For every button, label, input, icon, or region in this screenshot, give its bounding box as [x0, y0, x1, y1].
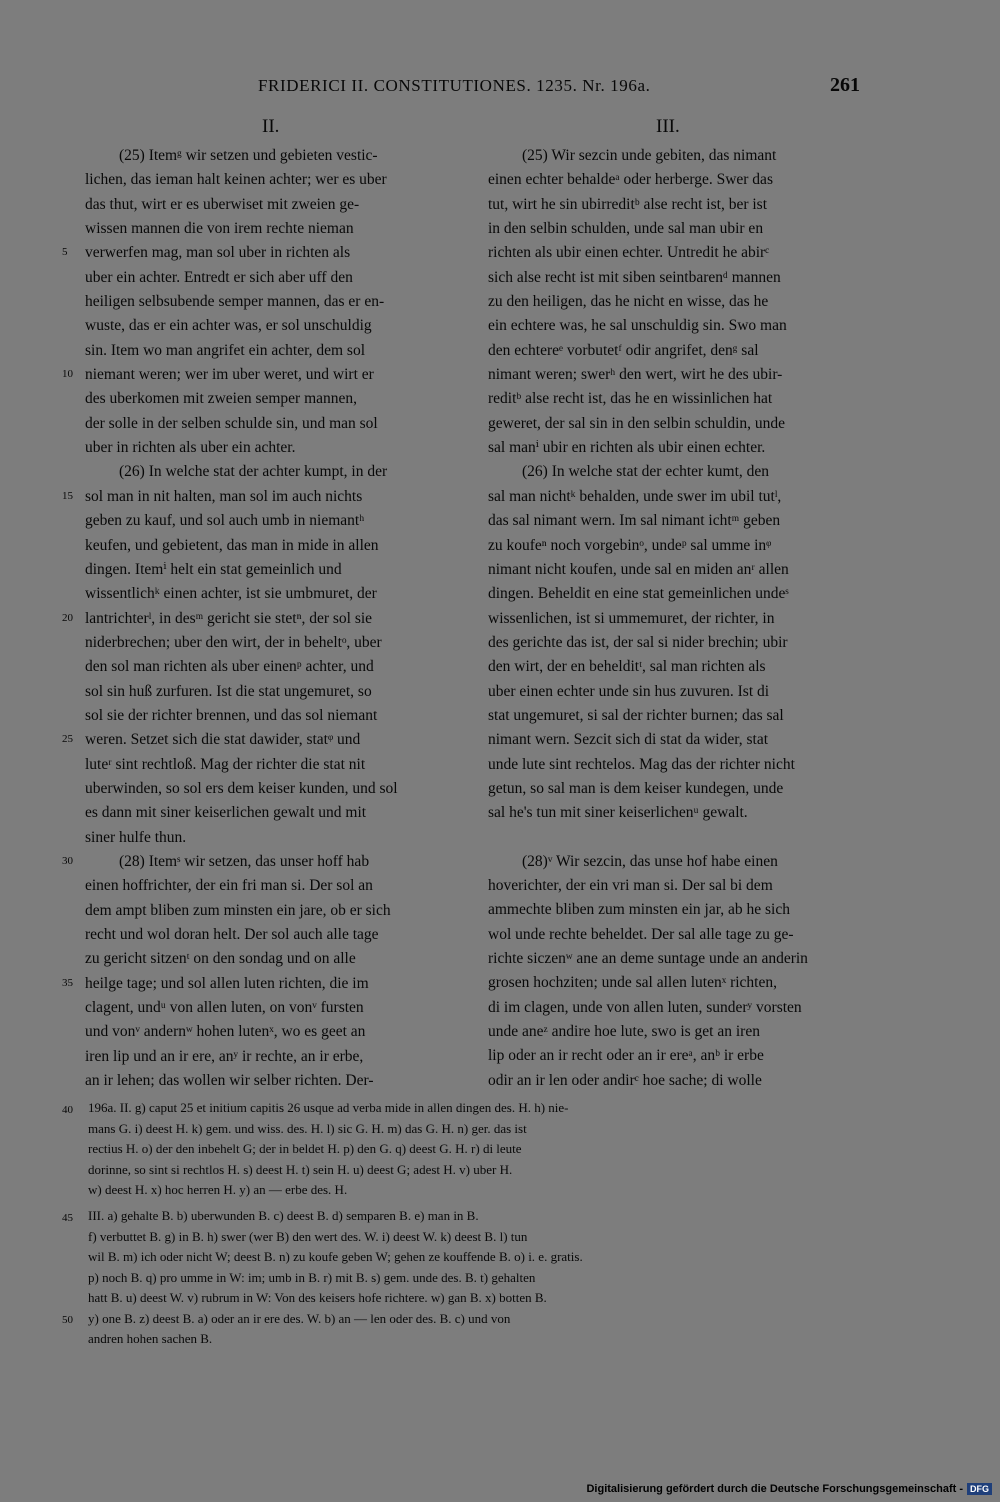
line-number: 10 [62, 368, 73, 381]
text-line: keufen, und gebietent, das man in mide in allen [85, 536, 379, 554]
text-line: lip oder an ir recht oder an ir ereᵃ, anᵇ ir erbe [488, 1047, 764, 1065]
text-line: zu gericht sitzenᵗ on den sondag und on alle [85, 950, 356, 968]
text-line: unde aneᶻ andire hoe lute, swo is get an iren [488, 1023, 760, 1041]
text-line: wissenlichen, ist si ummemuret, der richter, in [488, 609, 775, 627]
text-line: den sol man richten als uber einenᵖ achter, und [85, 658, 374, 676]
text-line: getun, so sal man is dem keiser kundegen, unde [488, 779, 784, 797]
footnote-line: dorinne, so sint si rechtlos H. s) deest H. t) sein H. u) deest G; adest H. v) uber H. [88, 1161, 513, 1177]
text-line: sol man in nit halten, man sol im auch nichts [85, 487, 363, 505]
text-line: tut, wirt he sin ubirreditᵇ alse recht ist, ber ist [488, 195, 767, 213]
digitization-credit [586, 1481, 992, 1497]
page-header [0, 74, 1000, 104]
text-line: ein echtere was, he sal unschuldig sin. Swo man [488, 317, 787, 335]
text-line: sal he's tun mit siner keiserlichenᵘ gewalt. [488, 804, 748, 822]
footnote-line: wil B. m) ich oder nicht W; deest B. n) zu koufe geben W; gehen ze kouffende B. o) i. e. gratis. [88, 1249, 583, 1264]
text-line: (26) In welche stat der achter kumpt, in der [119, 463, 388, 481]
text-line: lichen, das ieman halt keinen achter; wer es uber [85, 171, 387, 189]
running-title: FRIDERICI II. CONSTITUTIONES. 1235. Nr. 196a. [258, 76, 651, 95]
text-line: (25) Wir sezcin unde gebiten, das nimant [522, 147, 777, 164]
footnote-line: 196a. II. g) caput 25 et initium capitis 26 usque ad verba mide in allen dingen des. H. h) nie- [88, 1100, 569, 1115]
footnote-line: p) noch B. q) pro umme in W: im; umb in B. r) mit B. s) gem. unde des. B. t) gehalten [88, 1269, 536, 1285]
text-line: weren. Setzet sich die stat dawider, statᵠ und [85, 731, 361, 749]
text-line: nimant weren; swerʰ den wert, wirt he des ubir- [488, 366, 783, 384]
text-line: das thut, wirt er es uberwiset mit zweien ge- [85, 195, 360, 213]
text-line: ammechte bliben zum minsten ein jar, ab he sich [488, 901, 790, 919]
text-line: uber in richten als uber ein achter. [85, 439, 296, 457]
credit-text: Digitalisierung gefördert durch die Deutsche Forschungsgemeinschaft - [586, 1483, 963, 1495]
footnotes-version-ii [88, 1098, 868, 1201]
footnote-line: mans G. i) deest H. k) gem. und wiss. des. H. l) sic G. H. m) das G. H. n) ger. das ist [88, 1120, 527, 1136]
text-line: wissentlichᵏ einen achter, ist sie umbmuret, der [85, 585, 377, 603]
footnote-line: y) one B. z) deest B. a) oder an ir ere des. W. b) an — len oder des. B. c) und von [88, 1310, 511, 1326]
text-line: clagent, undᵘ von allen luten, on vonᵛ fursten [85, 999, 364, 1017]
text-line: lantrichterˡ, in desᵐ gericht sie stetⁿ, der sol sie [85, 609, 373, 627]
text-line: recht und wol doran helt. Der sol auch alle tage [85, 926, 379, 943]
line-number: 15 [62, 489, 73, 502]
text-line: geben zu kauf, und sol auch umb in niemantʰ [85, 512, 365, 530]
text-line: (25) Itemᵍ wir setzen und gebieten vestic- [119, 147, 378, 164]
text-line: siner hulfe thun. [85, 828, 187, 846]
text-line: (28) Itemˢ wir setzen, das unser hoff hab [119, 852, 370, 870]
text-line: iren lip und an ir ere, anʸ ir rechte, an ir erbe, [85, 1047, 364, 1065]
text-line: an ir lehen; das wollen wir selber richten. Der- [85, 1072, 374, 1090]
text-line: und vonᵛ andernʷ hohen lutenˣ, wo es geet an [85, 1023, 366, 1041]
text-line: wuste, das er ein achter was, er sol unschuldig [85, 317, 372, 335]
text-line: (26) In welche stat der echter kumt, den [522, 463, 770, 481]
line-number: 50 [62, 1314, 73, 1326]
dfg-logo: DFG [967, 1483, 992, 1495]
text-line: es dann mit siner keiserlichen gewalt und mit [85, 804, 367, 822]
text-line: den echtereᵉ vorbutetᶠ odir angrifet, denᵍ sal [488, 341, 759, 359]
column-heading-left: II. [262, 116, 280, 137]
text-line: dem ampt bliben zum minsten ein jare, ob er sich [85, 901, 391, 919]
line-number: 35 [62, 976, 73, 989]
text-line: unde lute sint rechtelos. Mag das der richter nicht [488, 755, 795, 773]
footnote-line: rectius H. o) der den inbehelt G; der in beldet H. p) den G. q) deest G. H. r) di leute [88, 1141, 522, 1156]
text-line: niderbrechen; uber den wirt, der in beheltᵒ, uber [85, 633, 382, 651]
text-line: einen hoffrichter, der ein fri man si. Der sol an [85, 877, 373, 895]
text-line: geweret, der sal sin in den selbin schuldin, unde [488, 414, 786, 432]
footnote-line: w) deest H. x) hoc herren H. y) an — erbe des. H. [88, 1182, 348, 1197]
footnote-line: andren hohen sachen B. [88, 1331, 213, 1346]
column-heading-right: III. [656, 116, 680, 137]
text-line: (28)ᵛ Wir sezcin, das unse hof habe einen [522, 852, 778, 870]
text-line: sol sin huß zurfuren. Ist die stat ungemuret, so [85, 682, 372, 700]
text-line: den wirt, der en behelditᵗ, sal man richten als [488, 658, 766, 676]
text-line: odir an ir len oder andirᶜ hoe sache; di wolle [488, 1071, 762, 1089]
line-number: 25 [62, 733, 73, 746]
text-line: nimant wern. Sezcit sich di stat da wider, stat [488, 731, 769, 749]
text-line: zu den heiligen, das he nicht en wisse, das he [488, 293, 769, 311]
text-line: der solle in der selben schulde sin, und man sol [85, 414, 378, 432]
text-line: zu koufeⁿ noch vorgebinᵒ, undeᵖ sal umme inᵠ [488, 536, 772, 554]
footnotes-version-iii [88, 1206, 868, 1350]
text-line: einen echter behaldeᵃ oder herberge. Swer das [488, 171, 773, 189]
line-number: 5 [62, 246, 68, 259]
line-number: 45 [62, 1212, 73, 1224]
footnote-line: f) verbuttet B. g) in B. h) swer (wer B) den wert des. W. i) deest W. k) deest B. l) tun [88, 1228, 528, 1244]
footnote-line: III. a) gehalte B. b) uberwunden B. c) deest B. d) semparen B. e) man in B. [88, 1208, 479, 1223]
text-line: sin. Item wo man angrifet ein achter, dem sol [85, 341, 366, 359]
text-line: uber einen echter unde sin hus zuvuren. Ist di [488, 682, 770, 700]
text-line: uberwinden, so sol ers dem keiser kunden, und sol [85, 779, 398, 797]
text-line: richten als ubir einen echter. Untredit he abirᶜ [488, 244, 770, 262]
text-line: dingen. Itemⁱ helt ein stat gemeinlich und [85, 560, 342, 578]
line-number: 20 [62, 611, 73, 624]
text-line: sal man nichtᵏ behalden, unde swer im ubil tutˡ, [488, 487, 782, 505]
text-line: grosen hochziten; unde sal allen lutenˣ richten, [488, 974, 777, 992]
text-line: richte siczenʷ ane an deme suntage unde an anderin [488, 950, 808, 967]
text-line: sal manⁱ ubir en richten als ubir einen echter. [488, 439, 766, 457]
text-line: uber ein achter. Entredt er sich aber uff den [85, 268, 353, 286]
text-line: sich alse recht ist mit siben seintbarenᵈ mannen [488, 268, 781, 286]
text-line: des uberkomen mit zweien semper mannen, [85, 390, 358, 408]
text-line: hoverichter, der ein vri man si. Der sal bi dem [488, 876, 773, 894]
line-number: 40 [62, 1104, 73, 1116]
text-line: wol unde rechte beheldet. Der sal alle tage zu ge- [488, 925, 794, 943]
text-line: verwerfen mag, man sol uber in richten als [85, 244, 351, 262]
text-line: heilge tage; und sol allen luten richten, die im [85, 974, 369, 992]
text-line: wissen mannen die von irem rechte nieman [85, 220, 354, 238]
text-line: di im clagen, unde von allen luten, sunderʸ vorsten [488, 998, 802, 1016]
page-number: 261 [830, 74, 860, 96]
text-line: luteʳ sint rechtloß. Mag der richter die stat nit [85, 755, 366, 773]
text-line: nimant nicht koufen, unde sal en miden anʳ allen [488, 560, 789, 578]
text-line: stat ungemuret, si sal der richter burnen; das sal [488, 706, 784, 724]
text-line: des gerichte das ist, der sal si nider brechin; ubir [488, 633, 788, 651]
text-line: niemant weren; wer im uber weret, und wirt er [85, 366, 374, 384]
text-line: sol sie der richter brennen, und das sol niemant [85, 706, 378, 724]
text-line: dingen. Beheldit en eine stat gemeinlichen undeˢ [488, 585, 789, 603]
line-number: 30 [62, 855, 73, 868]
text-line: in den selbin schulden, unde sal man ubir en [488, 220, 764, 238]
text-column-right [488, 144, 865, 1093]
text-line: das sal nimant wern. Im sal nimant ichtᵐ geben [488, 512, 781, 530]
footnote-line: hatt B. u) deest W. v) rubrum in W: Von des keisers hofe richtere. w) gan B. x) botten B. [88, 1290, 547, 1305]
text-line: heiligen selbsubende semper mannen, das er en- [85, 293, 385, 311]
text-line: reditᵇ alse recht ist, das he en wissinlichen hat [488, 390, 773, 408]
text-column-left [85, 144, 462, 1093]
